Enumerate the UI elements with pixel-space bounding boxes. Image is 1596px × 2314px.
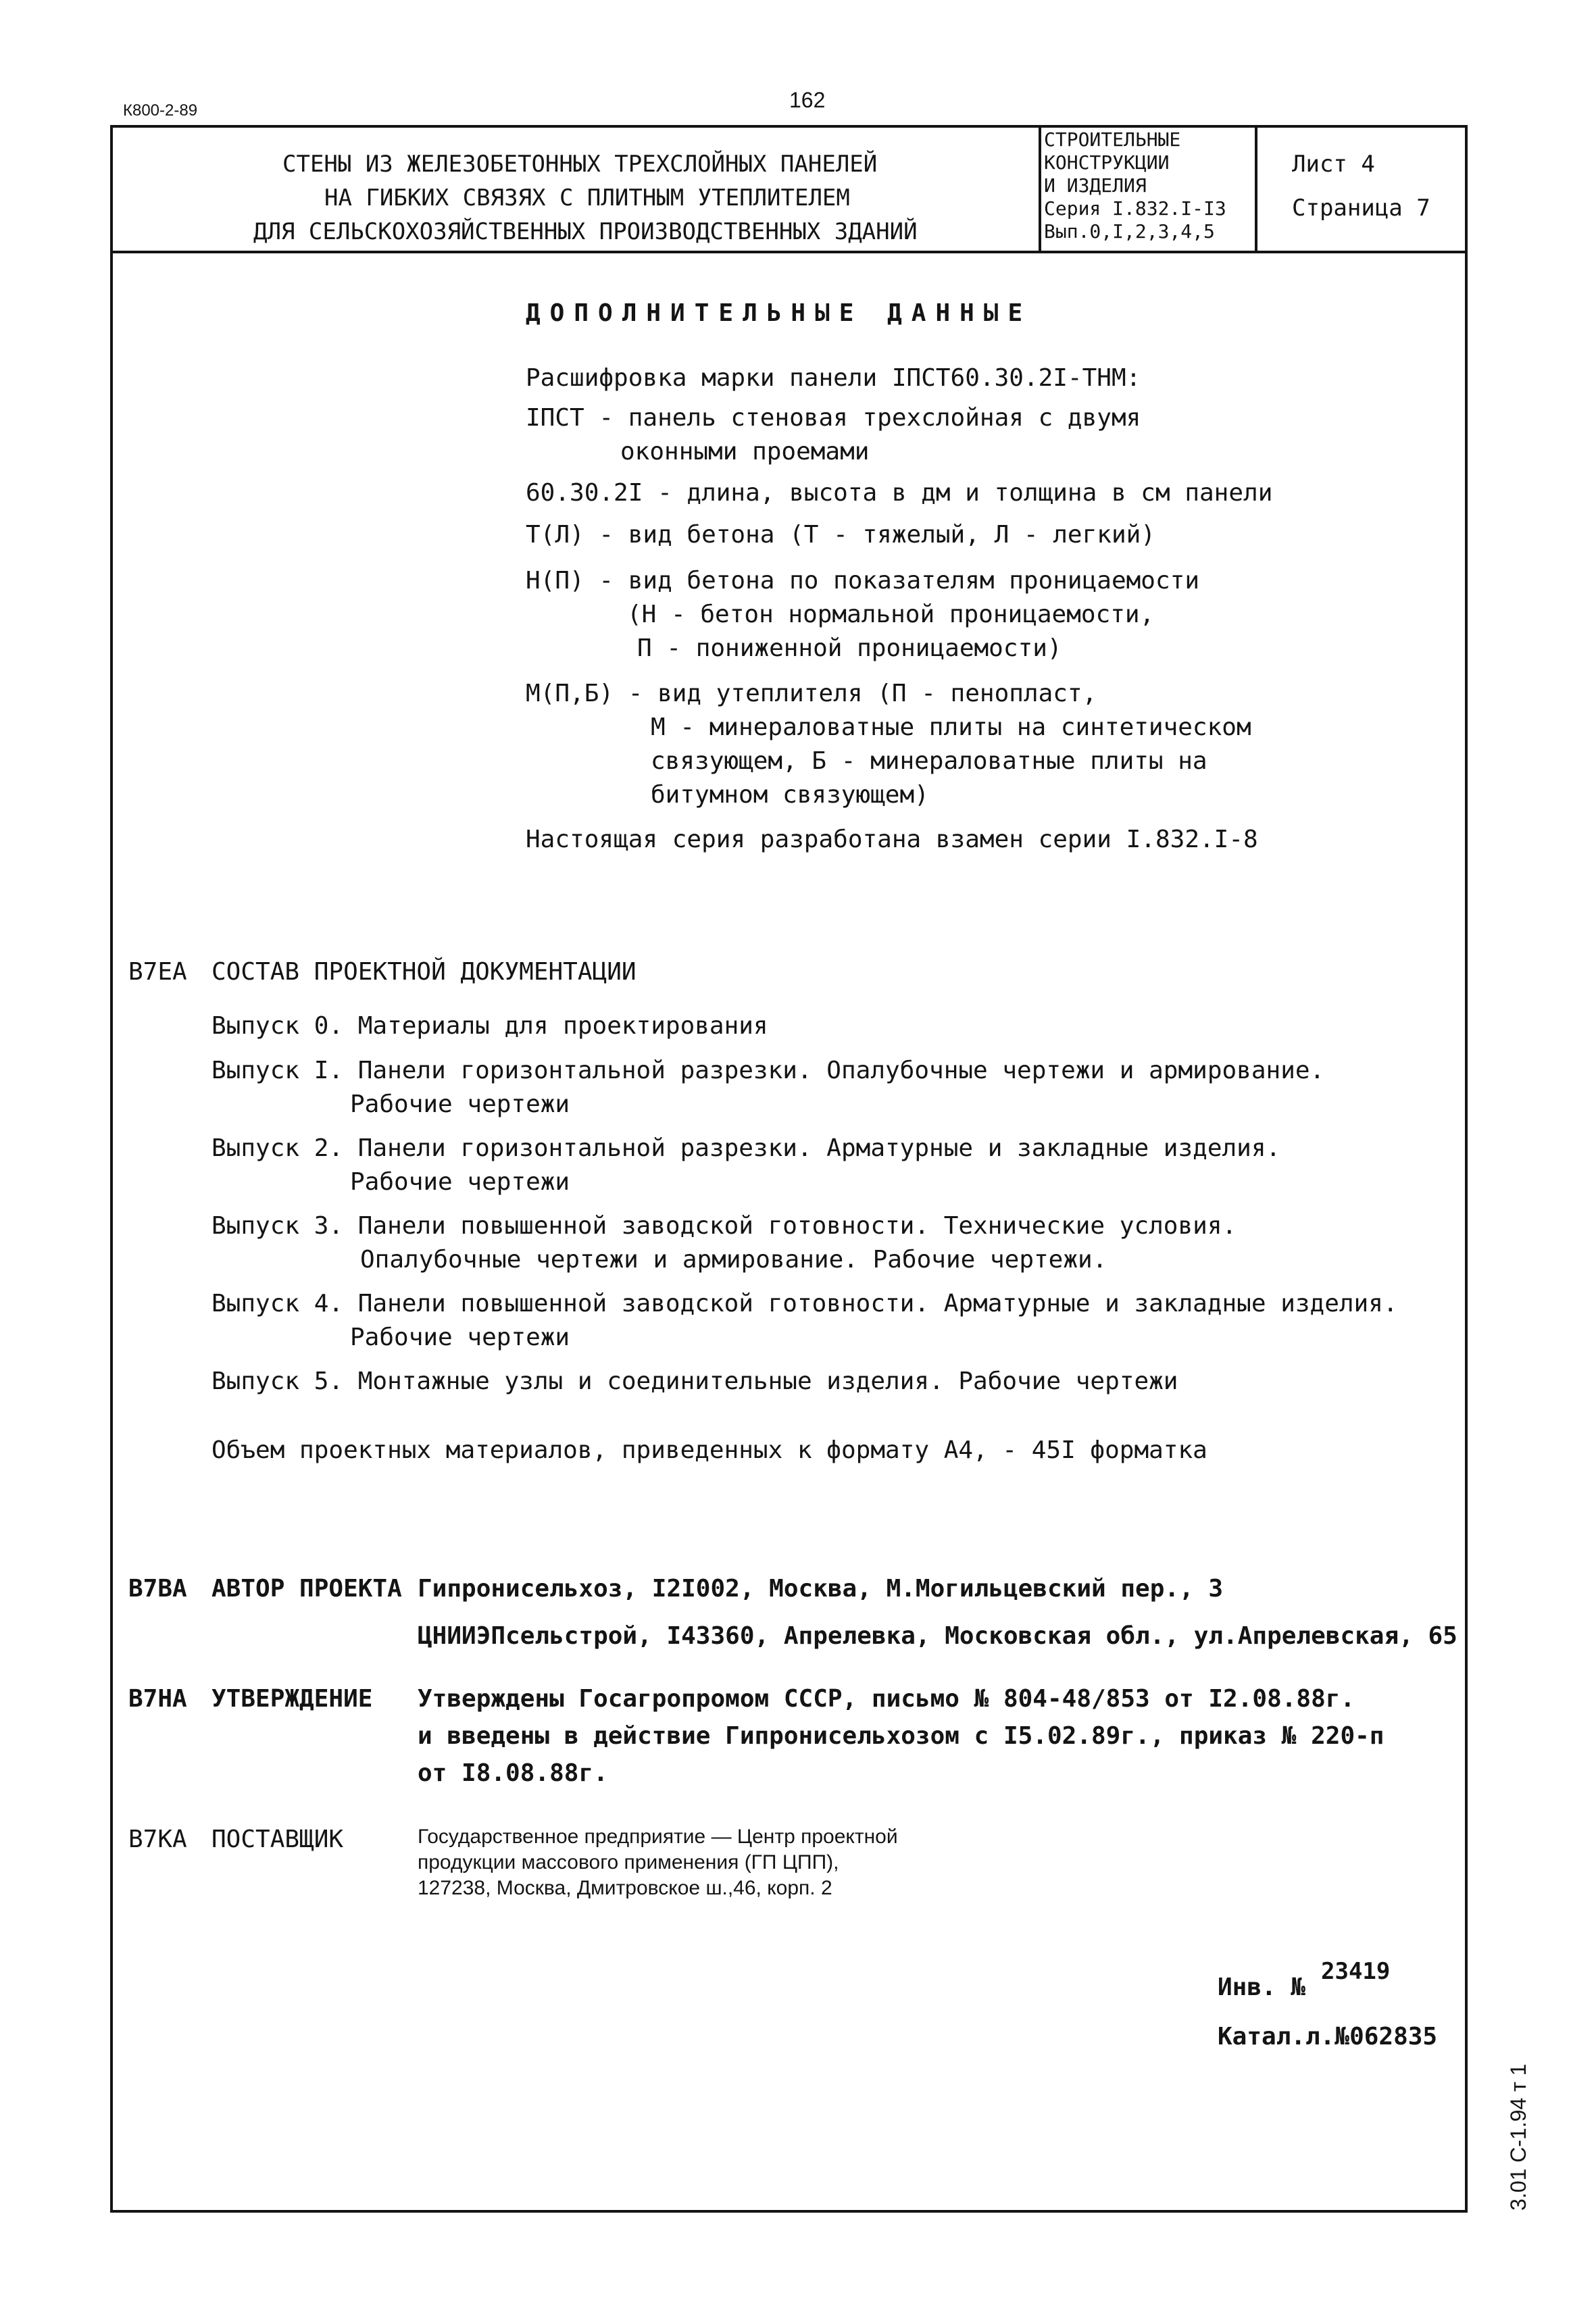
inventory-label: Инв. № [1218,1973,1306,2001]
supplier-label: ПОСТАВЩИК [211,1826,344,1853]
author-line: ЦНИИЭПсельстрой, I43360, Апрелевка, Московская обл., ул.Апрелевская, 65 [418,1622,1457,1650]
issue-item-cont: Рабочие чертежи [350,1168,570,1196]
approval-code: В7НА [128,1685,187,1713]
page-label: Страница 7 [1292,195,1430,222]
title-block-divider [110,251,1468,253]
decode-item-cont: связующем, Б - минераловатные плиты на [651,747,1207,775]
catalog-number: Катал.л.№062835 [1218,2023,1438,2051]
decode-item: Т(Л) - вид бетона (Т - тяжелый, Л - легкий) [526,521,1155,549]
page-number: 162 [789,88,826,112]
approval-line: Утверждены Госагропромом СССР, письмо № 804-48/853 от I2.08.88г. [418,1685,1355,1713]
issue-item: Выпуск 2. Панели горизонтальной разрезки. Арматурные и закладные изделия. [211,1134,1281,1162]
issue-item: Выпуск 3. Панели повышенной заводской готовности. Технические условия. [211,1212,1237,1240]
additional-data-heading: ДОПОЛНИТЕЛЬНЫЕ ДАННЫЕ [526,299,1032,327]
issue-item: Выпуск I. Панели горизонтальной разрезки. Опалубочные чертежи и армирование. [211,1057,1325,1084]
decode-item: Н(П) - вид бетона по показателям проницаемости [526,567,1199,595]
approval-line: и введены в действие Гипронисельхозом с I5.02.89г., приказ № 220-п [418,1722,1385,1750]
decode-item: М(П,Б) - вид утеплителя (П - пенопласт, [526,680,1097,707]
inventory-number: 23419 [1321,1958,1391,1985]
supplier-line: Государственное предприятие — Центр проектной [418,1826,898,1848]
approval-label: УТВЕРЖДЕНИЕ [211,1685,373,1713]
title-line-2: НА ГИБКИХ СВЯЗЯХ С ПЛИТНЫМ УТЕПЛИТЕЛЕМ [324,184,850,211]
author-line: Гипронисельхоз, I2I002, Москва, М.Могильцевский пер., 3 [418,1575,1224,1603]
decode-item-cont: (Н - бетон нормальной проницаемости, [627,601,1155,628]
approval-line: от I8.08.88г. [418,1759,608,1787]
document-code: К800-2-89 [123,101,198,120]
side-code: 3.01 С-1.94 т 1 [1506,2063,1530,2211]
supplier-code: В7КА [128,1826,187,1853]
series-block: СТРОИТЕЛЬНЫЕ КОНСТРУКЦИИ И ИЗДЕЛИЯ Серия I.832.I-I3 Вып.0,I,2,3,4,5 [1044,128,1226,243]
replacement-note: Настоящая серия разработана взамен серии I.832.I-8 [526,826,1258,853]
title-line-3: ДЛЯ СЕЛЬСКОХОЗЯЙСТВЕННЫХ ПРОИЗВОДСТВЕННЫХ ЗДАНИЙ [253,218,918,245]
issue-item: Выпуск 5. Монтажные узлы и соединительные изделия. Рабочие чертежи [211,1367,1178,1395]
issue-item: Выпуск 0. Материалы для проектирования [211,1012,768,1040]
volume-note: Объем проектных материалов, приведенных к формату А4, - 45I форматка [211,1436,1207,1464]
decode-item: 60.30.2I - длина, высота в дм и толщина в см панели [526,479,1273,507]
decode-item-cont: М - минераловатные плиты на синтетическом [651,713,1251,741]
sheet-label: Лист 4 [1292,151,1375,178]
issue-item-cont: Рабочие чертежи [350,1090,570,1118]
issue-item: Выпуск 4. Панели повышенной заводской готовности. Арматурные и закладные изделия. [211,1290,1398,1317]
supplier-line: 127238, Москва, Дмитровское ш.,46, корп. 2 [418,1877,832,1899]
composition-code: В7ЕА [128,958,187,986]
title-line-1: СТЕНЫ ИЗ ЖЕЛЕЗОБЕТОННЫХ ТРЕХСЛОЙНЫХ ПАНЕЛЕЙ [282,151,878,178]
decode-item-cont: оконными проемами [620,438,870,466]
author-code: В7ВА [128,1575,187,1603]
decode-item: IПСТ - панель стеновая трехслойная с двумя [526,404,1141,432]
supplier-line: продукции массового применения (ГП ЦПП), [418,1851,839,1873]
issue-item-cont: Рабочие чертежи [350,1324,570,1351]
issue-item-cont: Опалубочные чертежи и армирование. Рабочие чертежи. [360,1246,1107,1274]
decode-item-cont: битумном связующем) [651,781,929,809]
author-label: АВТОР ПРОЕКТА [211,1575,402,1603]
decode-item-cont: П - пониженной проницаемости) [637,634,1062,662]
composition-heading: СОСТАВ ПРОЕКТНОЙ ДОКУМЕНТАЦИИ [211,958,637,986]
decode-title: Расшифровка марки панели IПСТ60.30.2I-ТНМ: [526,364,1141,392]
